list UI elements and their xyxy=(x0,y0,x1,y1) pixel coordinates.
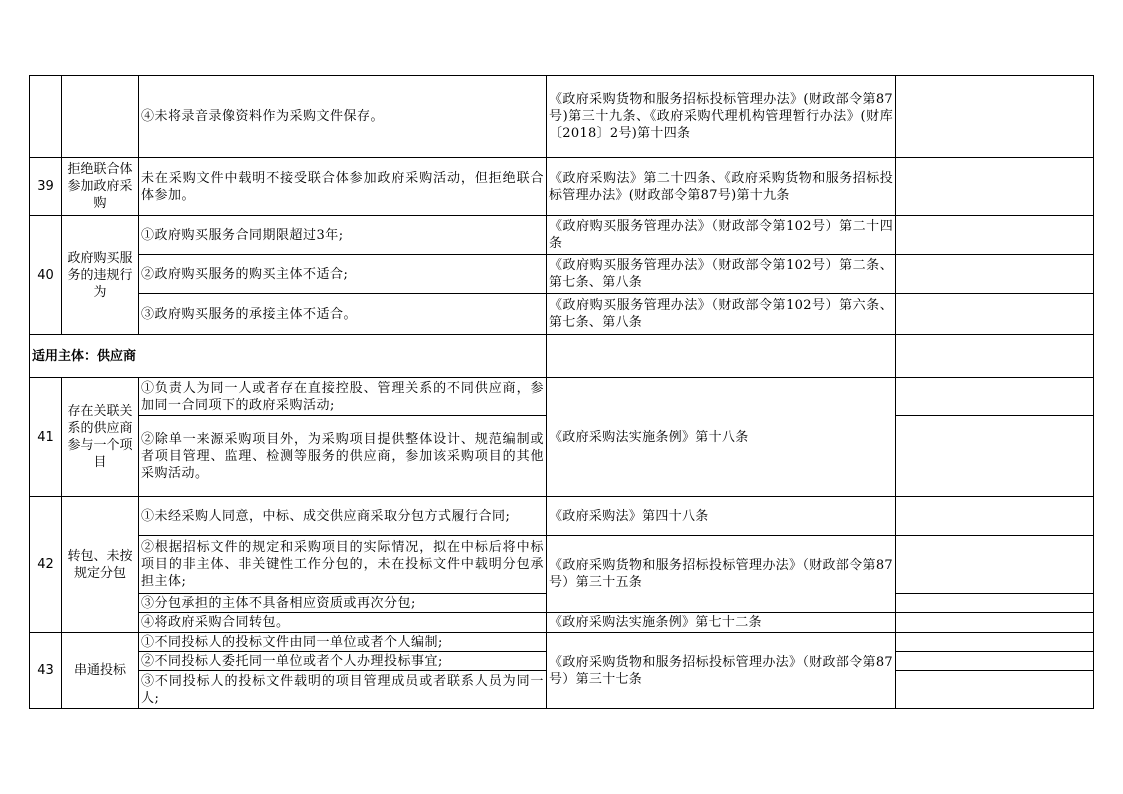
row-number: 39 xyxy=(30,158,62,216)
row-number-cell xyxy=(30,76,62,158)
violation-description: ②根据招标文件的规定和采购项目的实际情况，拟在中标后将中标项目的非主体、非关键性工作分包的，未在投标文件中载明分包承担主体; xyxy=(139,536,547,594)
section-title: 适用主体：供应商 xyxy=(30,335,547,378)
row-number: 40 xyxy=(30,216,62,335)
section-row xyxy=(30,335,1094,378)
violation-description: ①负责人为同一人或者存在直接控股、管理关系的不同供应商，参加同一合同项下的政府采购活动; xyxy=(139,378,547,416)
legal-basis: 《政府采购货物和服务招标投标管理办法》（财政部令第87号）第三十七条 xyxy=(547,633,896,709)
row-number: 43 xyxy=(30,633,62,709)
remarks-cell xyxy=(896,594,1094,613)
violation-description: ①未经采购人同意，中标、成交供应商采取分包方式履行合同; xyxy=(139,497,547,536)
remarks-cell xyxy=(896,76,1094,158)
remarks-cell xyxy=(896,335,1094,378)
violation-description: ③分包承担的主体不具备相应资质或再次分包; xyxy=(139,594,547,613)
table-row xyxy=(30,378,1094,416)
table-row xyxy=(30,613,1094,633)
remarks-cell xyxy=(896,536,1094,594)
row-number: 42 xyxy=(30,497,62,633)
legal-basis: 《政府购买服务管理办法》（财政部令第102号）第二十四条 xyxy=(547,216,896,255)
violation-description: 未在采购文件中载明不接受联合体参加政府采购活动，但拒绝联合体参加。 xyxy=(139,158,547,216)
violation-description: ③政府购买服务的承接主体不适合。 xyxy=(139,294,547,335)
violation-description: ②政府购买服务的购买主体不适合; xyxy=(139,255,547,294)
category-title: 转包、未按规定分包 xyxy=(62,497,139,633)
legal-basis: 《政府采购货物和服务招标投标管理办法》（财政部令第87号）第三十五条 xyxy=(547,536,896,613)
table-row xyxy=(30,294,1094,335)
legal-basis: 《政府购买服务管理办法》（财政部令第102号）第六条、第七条、第八条 xyxy=(547,294,896,335)
remarks-cell xyxy=(896,158,1094,216)
table-row xyxy=(30,158,1094,216)
section-law-cell xyxy=(547,335,896,378)
category-title: 政府购买服务的违规行为 xyxy=(62,216,139,335)
legal-basis: 《政府采购法》第四十八条 xyxy=(547,497,896,536)
table-row xyxy=(30,76,1094,158)
violation-description: ④将政府采购合同转包。 xyxy=(139,613,547,633)
violation-description: ①不同投标人的投标文件由同一单位或者个人编制; xyxy=(139,633,547,652)
remarks-cell xyxy=(896,671,1094,709)
legal-basis: 《政府购买服务管理办法》（财政部令第102号）第二条、第七条、第八条 xyxy=(547,255,896,294)
table-row xyxy=(30,633,1094,652)
remarks-cell xyxy=(896,378,1094,416)
legal-basis: 《政府采购法实施条例》第十八条 xyxy=(547,378,896,497)
remarks-cell xyxy=(896,633,1094,652)
violation-description: ①政府购买服务合同期限超过3年; xyxy=(139,216,547,255)
remarks-cell xyxy=(896,416,1094,497)
table-row xyxy=(30,536,1094,594)
remarks-cell xyxy=(896,497,1094,536)
table-row xyxy=(30,216,1094,255)
remarks-cell xyxy=(896,294,1094,335)
category-title: 串通投标 xyxy=(62,633,139,709)
remarks-cell xyxy=(896,613,1094,633)
violation-description: ④未将录音录像资料作为采购文件保存。 xyxy=(139,76,547,158)
legal-basis: 《政府采购法实施条例》第七十二条 xyxy=(547,613,896,633)
category-title: 存在关联关系的供应商参与一个项目 xyxy=(62,378,139,497)
violation-description: ③不同投标人的投标文件载明的项目管理成员或者联系人员为同一人; xyxy=(139,671,547,709)
category-cell xyxy=(62,76,139,158)
row-number: 41 xyxy=(30,378,62,497)
regulation-table xyxy=(29,75,1094,709)
remarks-cell xyxy=(896,255,1094,294)
legal-basis: 《政府采购货物和服务招标投标管理办法》(财政部令第87号)第三十九条、《政府采购代理机构管理暂行办法》(财库〔2018〕2号)第十四条 xyxy=(547,76,896,158)
table-row xyxy=(30,497,1094,536)
table-row xyxy=(30,255,1094,294)
violation-description: ②除单一来源采购项目外，为采购项目提供整体设计、规范编制或者项目管理、监理、检测等服务的供应商，参加该采购项目的其他采购活动。 xyxy=(139,416,547,497)
category-title: 拒绝联合体参加政府采购 xyxy=(62,158,139,216)
remarks-cell xyxy=(896,652,1094,671)
remarks-cell xyxy=(896,216,1094,255)
legal-basis: 《政府采购法》第二十四条、《政府采购货物和服务招标投标管理办法》(财政部令第87号)第十九条 xyxy=(547,158,896,216)
violation-description: ②不同投标人委托同一单位或者个人办理投标事宜; xyxy=(139,652,547,671)
